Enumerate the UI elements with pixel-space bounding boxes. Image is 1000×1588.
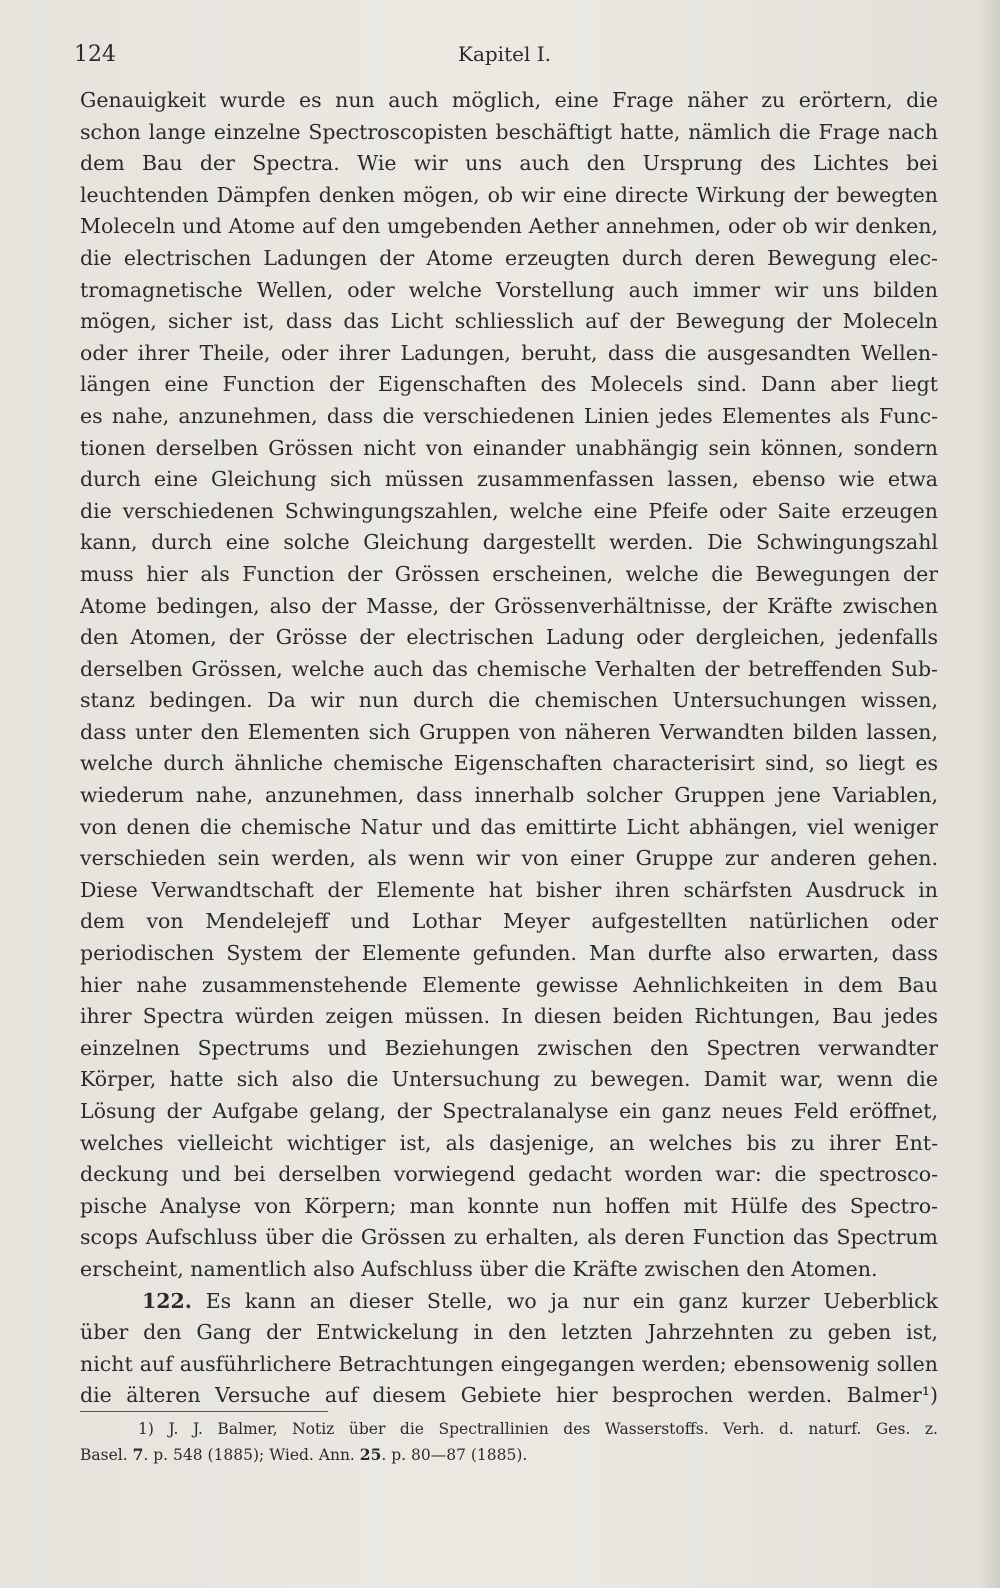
page-number: 124 <box>74 42 116 67</box>
footnote-text: . p. 80—87 (1885). <box>381 1446 528 1464</box>
text-line: über den Gang der Entwickelung in den letzten Jahrzehnten zu geben ist, <box>80 1320 938 1345</box>
text-line: Atome bedingen, also der Masse, der Grössenverhältnisse, der Kräfte zwischen <box>80 593 938 618</box>
text-line: derselben Grössen, welche auch das chemische Verhalten der betreffenden Sub- <box>80 656 938 681</box>
text-line: längen eine Function der Eigenschaften des Molecels sind. Dann aber liegt <box>80 372 938 397</box>
text-line: hier nahe zusammenstehende Elemente gewisse Aehnlichkeiten in dem Bau <box>80 972 938 997</box>
text-line: Lösung der Aufgabe gelang, der Spectralanalyse ein ganz neues Feld eröffnet, <box>80 1099 938 1123</box>
section-line-text: Es kann an dieser Stelle, wo ja nur ein ganz kurzer Ueberblick <box>205 1288 938 1313</box>
footnote-volume: 25 <box>359 1445 382 1464</box>
text-line: den Atomen, der Grösse der electrischen Ladung oder dergleichen, jedenfalls <box>80 625 938 650</box>
text-line: einzelnen Spectrums und Beziehungen zwischen den Spectren verwandter <box>80 1035 938 1060</box>
text-line: stanz bedingen. Da wir nun durch die chemischen Untersuchungen wissen, <box>80 688 938 713</box>
text-line: leuchtenden Dämpfen denken mögen, ob wir eine directe Wirkung der bewegten <box>80 182 938 207</box>
text-line: tromagnetische Wellen, oder welche Vorstellung auch immer wir uns bilden <box>80 277 938 302</box>
body-text <box>80 85 938 1412</box>
text-line: scops Aufschluss über die Grössen zu erhalten, als deren Function das Spectrum <box>80 1225 938 1250</box>
text-line: dass unter den Elementen sich Gruppen von näheren Verwandten bilden lassen, <box>80 719 938 744</box>
text-line: wiederum nahe, anzunehmen, dass innerhalb solcher Gruppen jene Variablen, <box>80 783 938 808</box>
text-line: von denen die chemische Natur und das emittirte Licht abhängen, viel weniger <box>80 814 938 839</box>
section-number: 122. <box>142 1288 192 1313</box>
text-line: es nahe, anzunehmen, dass die verschiedenen Linien jedes Elementes als Func- <box>80 403 938 428</box>
text-line: mögen, sicher ist, dass das Licht schliesslich auf der Bewegung der Moleceln <box>80 309 938 334</box>
text-line: muss hier als Function der Grössen erscheinen, welche die Bewegungen der <box>80 561 938 586</box>
page-edge-shadow <box>978 0 1000 1588</box>
text-line: die verschiedenen Schwingungszahlen, welche eine Pfeife oder Saite erzeugen <box>80 498 938 523</box>
page-header <box>74 42 604 74</box>
text-line: dem Bau der Spectra. Wie wir uns auch den Ursprung des Lichtes bei <box>80 151 938 176</box>
text-line: Genauigkeit wurde es nun auch möglich, eine Frage näher zu erörtern, die <box>80 88 938 112</box>
footnote-text: . p. 548 (1885); Wied. Ann. <box>143 1446 360 1464</box>
footnote-line <box>80 1442 938 1468</box>
text-line: nicht auf ausführlichere Betrachtungen eingegangen werden; ebensowenig sollen <box>80 1351 938 1376</box>
text-line: Körper, hatte sich also die Untersuchung zu bewegen. Damit war, wenn die <box>80 1067 938 1092</box>
text-line: erscheint, namentlich also Aufschluss über die Kräfte zwischen den Atomen. <box>80 1256 878 1281</box>
text-line: Moleceln und Atome auf den umgebenden Aether annehmen, oder ob wir denken, <box>80 214 938 239</box>
text-line: die älteren Versuche auf diesem Gebiete hier besprochen werden. Balmer¹) <box>80 1383 938 1408</box>
text-line: deckung und bei derselben vorwiegend gedacht worden war: die spectrosco- <box>80 1162 938 1187</box>
text-line: pische Analyse von Körpern; man konnte nun hoffen mit Hülfe des Spectro- <box>80 1193 938 1218</box>
text-line: oder ihrer Theile, oder ihrer Ladungen, beruht, dass die ausgesandten Wellen- <box>80 340 938 365</box>
text-line: kann, durch eine solche Gleichung dargestellt werden. Die Schwingungszahl <box>80 530 938 555</box>
footnote-text: Basel. <box>80 1446 133 1464</box>
footnote-rule <box>80 1411 328 1412</box>
footnote-volume: 7 <box>132 1445 144 1464</box>
text-line: tionen derselben Grössen nicht von einander unabhängig sein können, sondern <box>80 435 938 460</box>
text-line: die electrischen Ladungen der Atome erzeugten durch deren Bewegung elec- <box>80 245 938 270</box>
text-line: ihrer Spectra würden zeigen müssen. In diesen beiden Richtungen, Bau jedes <box>80 1004 938 1029</box>
text-line: dem von Mendelejeff und Lothar Meyer aufgestellten natürlichen oder <box>80 909 938 934</box>
text-line: Diese Verwandtschaft der Elemente hat bisher ihren schärfsten Ausdruck in <box>80 877 938 902</box>
text-line: verschieden sein werden, als wenn wir von einer Gruppe zur anderen gehen. <box>80 846 938 871</box>
footnotes <box>80 1416 938 1468</box>
text-line: welche durch ähnliche chemische Eigenschaften characterisirt sind, so liegt es <box>80 751 938 776</box>
text-line: welches vielleicht wichtiger ist, als dasjenige, an welches bis zu ihrer Ent- <box>80 1130 938 1155</box>
running-title: Kapitel I. <box>458 42 551 66</box>
text-line: schon lange einzelne Spectroscopisten beschäftigt hatte, nämlich die Frage nach <box>80 119 938 144</box>
section-first-line <box>80 1286 938 1318</box>
text-line: durch eine Gleichung sich müssen zusammenfassen lassen, ebenso wie etwa <box>80 467 938 492</box>
footnote-line: 1) J. J. Balmer, Notiz über die Spectrallinien des Wasserstoffs. Verh. d. naturf. Ges. z. <box>138 1420 938 1438</box>
text-line: periodischen System der Elemente gefunden. Man durfte also erwarten, dass <box>80 941 938 966</box>
